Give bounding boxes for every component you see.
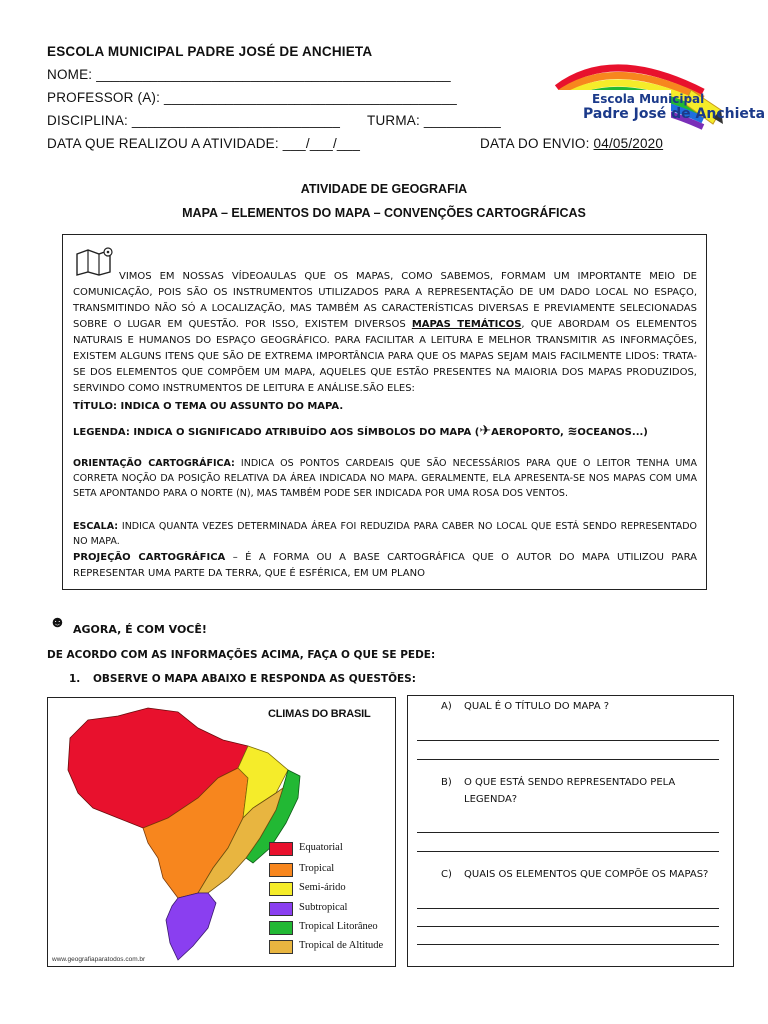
question-b-text: O QUE ESTÁ SENDO REPRESENTADO PELA	[464, 777, 676, 788]
projecao-text: – É A FORMA OU A BASE CARTOGRÁFICA QUE O AUTOR DO MAPA UTILIZOU PARA REPRESENTAR UMA PARTE DA TERRA, QUE É ESFÉRICA, EM UM PLANO	[73, 552, 697, 579]
question-1-text: OBSERVE O MAPA ABAIXO E RESPONDA AS QUESTÕES:	[93, 673, 416, 685]
legend-swatch-tropical	[269, 863, 293, 877]
wave-icon: ≋	[567, 424, 578, 438]
legend-swatch-tropical-de-altitude	[269, 940, 293, 954]
legend-swatch-equatorial	[269, 842, 293, 856]
activity-subtitle: MAPA – ELEMENTOS DO MAPA – CONVENÇÕES CARTOGRÁFICAS	[182, 206, 586, 220]
map-credit: www.geografiaparatodos.com.br	[52, 956, 146, 963]
legend-swatch-tropical-litoraneo	[269, 921, 293, 935]
answer-line-c2[interactable]	[417, 926, 719, 927]
question-b-letter: B)	[441, 777, 452, 788]
activity-title: ATIVIDADE DE GEOGRAFIA	[300, 182, 468, 196]
intro-paragraph	[73, 269, 697, 397]
mapas-tematicos-link[interactable]: MAPAS TEMÁTICOS	[411, 319, 522, 330]
orientacao-label: ORIENTAÇÃO CARTOGRÁFICA:	[73, 458, 235, 469]
data-envio	[480, 136, 663, 151]
orientacao-text: INDICA OS PONTOS CARDEAIS QUE SÃO NECESSÁRIOS PARA QUE O LEITOR TENHA UMA CORRETA NOÇÃO DA POSIÇÃO RELATIVA DA ÁREA INDICADA NO MAPA. GERALMENTE, ELA APRESENTA-SE NOS MAPAS COM UMA SETA APONTANDO PARA O NORTE (N), MAS TAMBÉM PODE SER INDICADA POR UMA ROSA DOS VENTOS.	[73, 458, 697, 499]
nome-field[interactable]: NOME: ______________________________________________	[47, 67, 451, 82]
airplane-icon: ✈	[479, 423, 492, 439]
legenda-text-a: LEGENDA: INDICA O SIGNIFICADO ATRIBUÍDO AOS SÍMBOLOS DO MAPA (	[73, 427, 480, 438]
answer-line-a1[interactable]	[417, 740, 719, 741]
projecao-label: PROJEÇÃO CARTOGRÁFICA	[73, 552, 226, 563]
escala-text: INDICA QUANTA VEZES DETERMINADA ÁREA FOI REDUZIDA PARA CABER NO LOCAL QUE ESTÁ SENDO REPRESENTADO NO MAPA.	[73, 521, 697, 547]
legenda-definition	[73, 423, 648, 439]
answer-line-b1[interactable]	[417, 832, 719, 833]
intro-text-a: VIMOS EM NOSSAS VÍDEOAULAS QUE OS MAPAS, COMO SABEMOS, FORMAM UM IMPORTANTE MEIO DE COMUNICAÇÃO, POIS SÃO OS INSTRUMENTOS UTILIZADOS PARA A REPRESENTAÇÃO DE UM DADO LOCAL NO ESPAÇO, TRANSMITINDO NÃO SÓ A LOCALIZAÇÃO, MAS TAMBÉM AS CARACTERÍSTICAS DIVERSAS E PREVIAMENTE SELECIONADAS SOBRE O LUGAR EM QUESTÃO. POR ISSO, EXISTEM DIVERSOS	[73, 271, 697, 330]
instruction-text: DE ACORDO COM AS INFORMAÇÕES ACIMA, FAÇA O QUE SE PEDE:	[47, 649, 436, 661]
escala-label: ESCALA:	[73, 521, 119, 532]
legend-swatch-subtropical	[269, 902, 293, 916]
answer-line-b2[interactable]	[417, 851, 719, 852]
professor-field[interactable]: PROFESSOR (A): ______________________________________	[47, 90, 457, 105]
data-realizou-field[interactable]: DATA QUE REALIZOU A ATIVIDADE: ___/___/___	[47, 136, 361, 151]
escala-definition	[73, 519, 697, 549]
answer-line-c3[interactable]	[417, 944, 719, 945]
legenda-text-c: OCEANOS...)	[577, 427, 648, 438]
legend-label-equatorial: Equatorial	[299, 842, 343, 853]
orientacao-definition	[73, 456, 697, 501]
data-envio-label: DATA DO ENVIO:	[480, 136, 594, 151]
question-a-text: QUAL É O TÍTULO DO MAPA ?	[464, 701, 610, 712]
question-c-letter: C)	[441, 869, 452, 880]
answer-line-c1[interactable]	[417, 908, 719, 909]
answer-line-a2[interactable]	[417, 759, 719, 760]
question-a-letter: A)	[441, 701, 452, 712]
logo-line1: Escola Municipal	[592, 92, 705, 106]
disciplina-field[interactable]: DISCIPLINA: ___________________________	[47, 113, 341, 128]
legend-label-tropical-litoraneo: Tropical Litorâneo	[299, 921, 378, 932]
smiley-icon: ☻	[49, 614, 66, 631]
legend-label-semi-arido: Semi-árido	[299, 882, 346, 893]
question-c-text: QUAIS OS ELEMENTOS QUE COMPÕE OS MAPAS?	[464, 869, 709, 880]
question-b-text-line2: LEGENDA?	[464, 794, 518, 805]
agora-heading: AGORA, É COM VOCÊ!	[73, 623, 207, 636]
map-title: CLIMAS DO BRASIL	[268, 708, 371, 720]
question-1-number: 1.	[69, 673, 81, 685]
projecao-definition	[73, 550, 697, 582]
intro-text-b: , QUE ABORDAM OS ELEMENTOS NATURAIS E HUMANOS DO ESPAÇO GEOGRÁFICO. PARA FACILITAR A LEITURA E MELHOR TRANSMITIR AS INFORMAÇÕES, EXISTEM ALGUNS ITENS QUE SÃO DE EXTREMA IMPORTÂNCIA PARA QUE OS MAPAS SEJAM MAIS FACILMENTE LIDOS: TRATA-SE DOS ELEMENTOS QUE COMPÕEM UM MAPA, AQUELES QUE ESTÃO PRESENTES NA MAIORIA DOS MAPAS PRODUZIDOS, SERVINDO COMO INSTRUMENTOS DE LEITURA E ANÁLISE.SÃO ELES:	[73, 319, 697, 394]
legend-swatch-semi-arido	[269, 882, 293, 896]
legend-label-subtropical: Subtropical	[299, 902, 348, 913]
legend-label-tropical-de-altitude: Tropical de Altitude	[299, 940, 384, 951]
brazil-climate-map	[47, 697, 396, 967]
school-name: ESCOLA MUNICIPAL PADRE JOSÉ DE ANCHIETA	[47, 44, 373, 59]
turma-field[interactable]: TURMA: __________	[367, 113, 501, 128]
titulo-definition: TÍTULO: INDICA O TEMA OU ASSUNTO DO MAPA.	[73, 401, 344, 412]
data-envio-value: 04/05/2020	[593, 136, 664, 151]
legenda-text-b: AEROPORTO,	[491, 427, 568, 438]
legend-label-tropical: Tropical	[299, 863, 335, 874]
logo-line2: Padre José de Anchieta	[583, 106, 766, 122]
